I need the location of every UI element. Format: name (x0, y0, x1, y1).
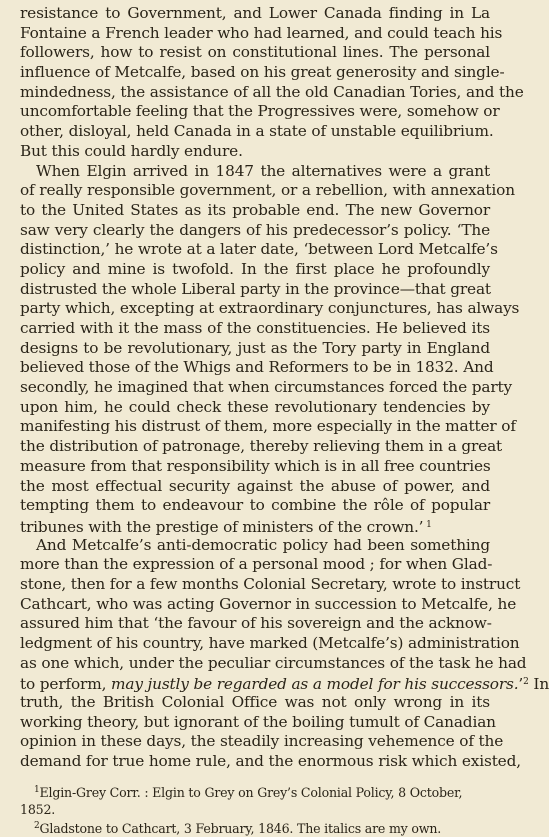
text-span: policy and mine is twofold. In the first place he profoundly (20, 259, 490, 278)
text-line (20, 457, 490, 477)
text-span: tribunes with the prestige of ministers of the crown.’ (20, 517, 424, 536)
footnote-text: Elgin-Grey Corr. : Elgin to Grey on Grey’s Colonial Policy, 8 October, (39, 784, 463, 800)
text-line (20, 142, 490, 162)
text-span: And Metcalfe’s anti-democratic policy had been something (36, 535, 490, 554)
text-line (20, 122, 494, 142)
text-span: But this could hardly endure. (20, 141, 243, 160)
book-page (20, 4, 549, 837)
text-line (20, 378, 513, 398)
text-line (20, 260, 490, 280)
italic-span: may justly be regarded as a model for his successors. (111, 675, 519, 694)
text-span: truth, the British Colonial Office was not only wrong in its (20, 693, 490, 712)
text-span: to perform, (20, 675, 111, 694)
footnote (20, 801, 490, 818)
body-text (20, 4, 549, 772)
text-line (20, 82, 524, 103)
text-span: party which, excepting at extraordinary conjunctures, has always (20, 299, 520, 318)
text-span: upon him, he could check these revolutionary tendencies by (20, 397, 490, 416)
text-span: to the United States as its probable end. The new Governor (20, 200, 490, 219)
text-line (20, 162, 490, 182)
text-span: as one which, under the peculiar circumstances of the task he had (20, 653, 527, 672)
text-span: of really responsible government, or a rebellion, with annexation (20, 181, 515, 200)
text-span: the distribution of patronage, thereby relieving them in a great (20, 437, 503, 456)
footnote-gap (20, 772, 490, 782)
text-line (20, 477, 490, 497)
text-span: Fontaine a French leader who had learned, and could teach his (20, 23, 503, 42)
text-span: In (528, 675, 549, 694)
text-line (20, 516, 490, 536)
text-span: ’ (518, 675, 524, 694)
text-span: ledgment of his country, have marked (Metcalfe’s) administration (20, 634, 520, 652)
text-line (20, 653, 527, 674)
footnote-text: Gladstone to Cathcart, 3 February, 1846. The italics are my own. (39, 820, 442, 836)
text-span: carried with it the mass of the constituencies. He believed its (20, 319, 490, 337)
text-span: designs to be revolutionary, just as the Tory party in England (20, 338, 490, 357)
text-line (20, 358, 494, 378)
text-span: assured him that ‘the favour of his sovereign and the acknow- (20, 614, 492, 633)
text-line (20, 417, 516, 437)
footnote-marker: 2 (523, 677, 529, 688)
text-line (20, 63, 505, 83)
text-span: opinion in these days, the steadily increasing vehemence of the (20, 732, 504, 751)
text-span: measure from that responsibility which is in all free countries (20, 456, 491, 475)
text-span: Cathcart, who was acting Governor in succession to Metcalfe, he (20, 594, 517, 613)
text-span: stone, then for a few months Colonial Secretary, wrote to instruct (20, 574, 521, 593)
text-line (20, 752, 521, 772)
text-span: working theory, but ignorant of the boiling tumult of Canadian (20, 712, 496, 731)
text-span: believed those of the Whigs and Reformers to be in 1832. And (20, 358, 494, 377)
text-line (20, 339, 490, 359)
text-line (20, 536, 490, 556)
text-span: other, disloyal, held Canada in a state of unstable equilibrium. (20, 122, 494, 141)
text-span: demand for true home rule, and the enormous risk which existed, (20, 752, 521, 771)
text-span: manifesting his distrust of them, more especially in the matter of (20, 417, 516, 436)
text-line (20, 299, 520, 319)
text-span: the most effectual security against the abuse of power, and (20, 476, 490, 495)
text-line (20, 240, 498, 260)
text-span: resistance to Government, and Lower Canada finding in La (20, 4, 490, 22)
text-span: uncomfortable feeling that the Progressives were, somehow or (20, 102, 500, 121)
text-span: influence of Metcalfe, based on his great generosity and single- (20, 63, 505, 82)
text-line (20, 280, 490, 300)
text-line (20, 201, 490, 221)
footnote-number: 2 (34, 820, 40, 831)
footnote (20, 782, 490, 801)
text-line (20, 221, 490, 241)
text-line (20, 398, 490, 418)
text-span: When Elgin arrived in 1847 the alternatives were a grant (36, 161, 490, 180)
text-span: distrusted the whole Liberal party in the province—that great (20, 279, 491, 298)
text-line (20, 555, 493, 575)
text-span: secondly, he imagined that when circumstances forced the party (20, 378, 513, 397)
text-span: saw very clearly the dangers of his predecessor’s policy. ‘The (20, 220, 490, 239)
footnote-number: 1 (34, 784, 40, 795)
text-line (20, 634, 520, 654)
text-line (20, 732, 504, 752)
text-line (20, 181, 515, 201)
text-line (20, 673, 549, 694)
text-span: followers, how to resist on constitutional lines. The personal (20, 43, 490, 62)
text-span: more than the expression of a personal mood ; for when Glad- (20, 555, 493, 574)
text-line (20, 43, 490, 63)
text-line (20, 693, 490, 713)
footnotes (20, 782, 490, 837)
text-line (20, 102, 500, 122)
text-span: tempting them to endeavour to combine the rôle of popular (20, 496, 490, 515)
text-line (20, 23, 503, 44)
text-line (20, 594, 517, 615)
text-line (20, 574, 521, 595)
footnote-text: 1852. (20, 801, 56, 817)
text-line (20, 712, 496, 733)
text-line (20, 319, 490, 339)
text-line (20, 614, 490, 634)
text-span: distinction,’ he wrote at a later date, ‘between Lord Metcalfe’s (20, 240, 498, 259)
text-line (20, 496, 490, 516)
text-line (20, 437, 503, 457)
footnote (20, 818, 490, 837)
footnote-marker: 1 (423, 519, 432, 530)
text-line (20, 4, 490, 24)
text-span: mindedness, the assistance of all the old Canadian Tories, and the (20, 82, 524, 101)
